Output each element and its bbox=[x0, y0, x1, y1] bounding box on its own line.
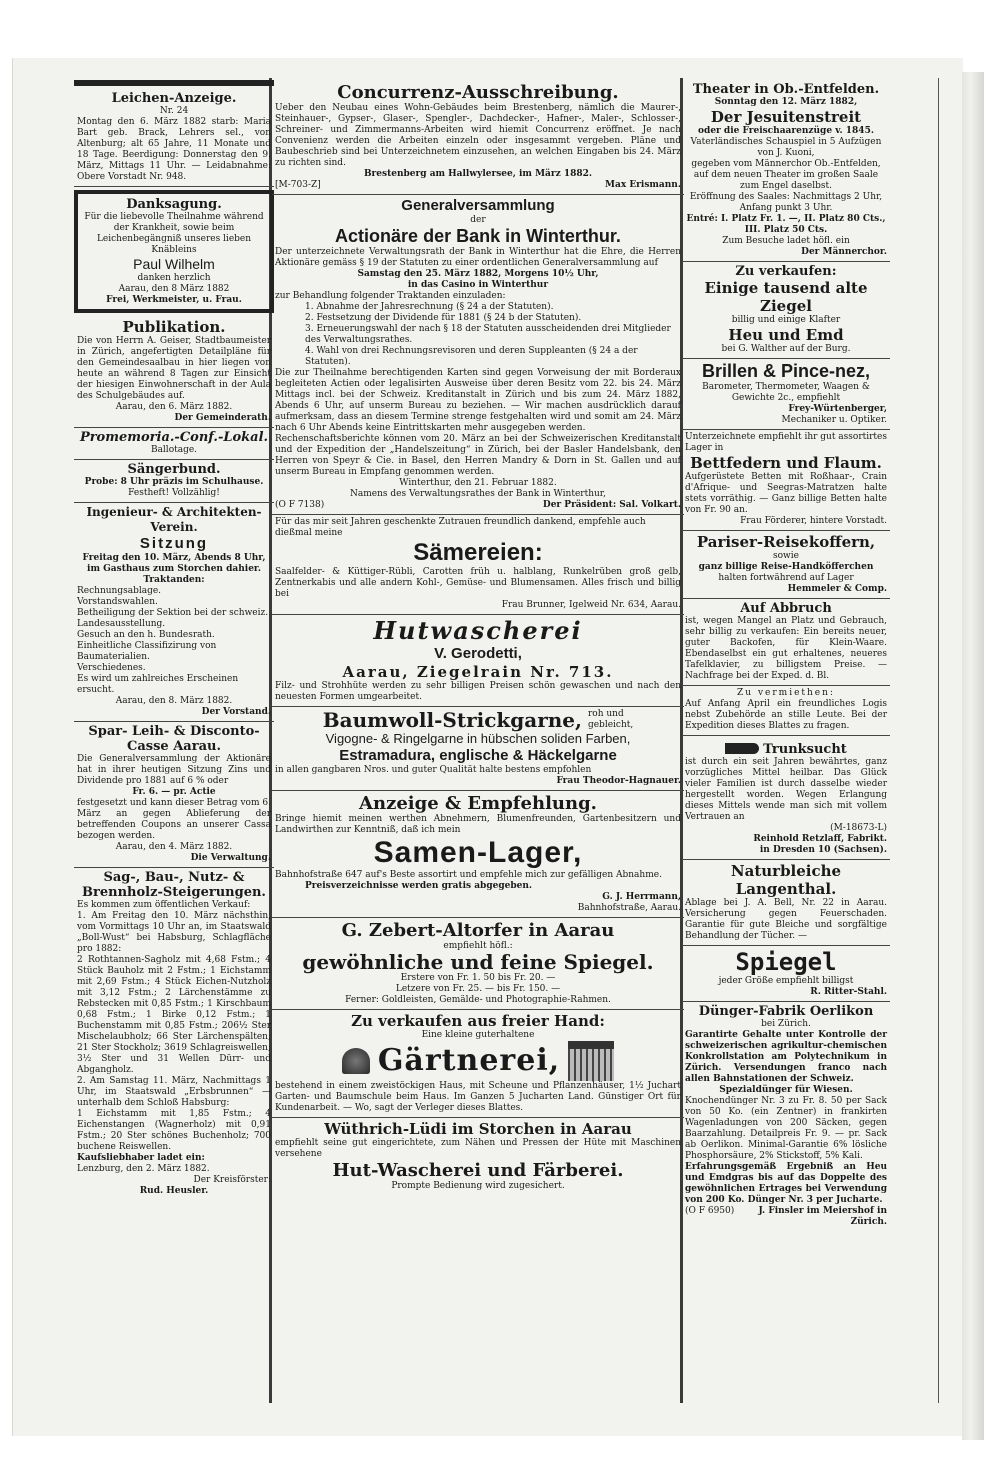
signature: Frei, Werkmeister, u. Frau. bbox=[106, 295, 242, 305]
title: Spar- Leih- & Disconto- bbox=[88, 724, 260, 739]
ad-brillen bbox=[682, 359, 890, 430]
title-line2: Actionäre der Bank in Winterthur. bbox=[335, 226, 621, 246]
heading: Spezialdünger für Wiesen. bbox=[719, 1085, 853, 1095]
place-date: Winterthur, den 21. Februar 1882. bbox=[399, 478, 557, 488]
ad-reisekoffern bbox=[682, 531, 890, 599]
ad-ziegel bbox=[682, 262, 890, 359]
paragraph: 2. Am Samstag 11. März, Nachmittags 1 Uhr, im Staatswald „Erbsbrunnen“ — unterhalb dem Schloß Habsburg: bbox=[77, 1076, 271, 1108]
ad-danksagung bbox=[74, 190, 274, 313]
amount: Fr. 6. — pr. Actie bbox=[132, 787, 216, 797]
paragraph: Kaufsliebhaber ladet ein: bbox=[77, 1153, 205, 1163]
date: Lenzburg, den 2. März 1882. bbox=[77, 1164, 210, 1174]
body: Barometer, Thermometer, Waagen & Gewichte 2c., empfiehlt bbox=[702, 382, 870, 403]
ad-gaertnerei bbox=[272, 1010, 684, 1118]
plant-icon bbox=[342, 1048, 370, 1074]
title: Dünger-Fabrik Oerlikon bbox=[698, 1004, 874, 1019]
intro: Es kommen zum öffentlichen Verkauf: bbox=[77, 900, 251, 910]
reference: (O F 7138) bbox=[275, 500, 325, 510]
ad-baumwoll-strickgarne bbox=[272, 707, 684, 791]
address: in Dresden 10 (Sachsen). bbox=[759, 845, 887, 855]
title: Danksagung. bbox=[126, 197, 222, 212]
ad-bettfedern bbox=[682, 430, 890, 531]
paragraph: zur Behandlung folgender Traktanden einzuladen: bbox=[275, 291, 506, 301]
ad-abbruch bbox=[682, 599, 890, 686]
body: in allen gangbaren Nros. und guter Qualität halte bestens empfohlen bbox=[275, 765, 592, 775]
body: ist, wegen Mangel an Platz und Gebrauch, sehr billig zu verkaufen: Ein bereits neuer, guter Backofen, für Klein-Waare. Ebendaselbst ein gut erhaltenes, neueres Tafelklavier, zu billigstem Preise. — Nachfrage bei der Exped. d. Bl. bbox=[685, 616, 887, 681]
title: Trunksucht bbox=[763, 742, 847, 757]
reference: (O F 6950) bbox=[685, 1206, 735, 1216]
pointing-hand-icon bbox=[725, 743, 759, 754]
title: Auf Abbruch bbox=[740, 601, 832, 616]
title: Promemoria.-Conf.-Lokal. bbox=[79, 430, 269, 445]
signature-role: Der Kreisförster: bbox=[193, 1175, 271, 1185]
ad-ingenieur-verein bbox=[74, 503, 274, 722]
subtitle: Eine kleine guterhaltene bbox=[421, 1030, 535, 1040]
title: Anzeige & Empfehlung. bbox=[359, 793, 597, 814]
signature: Der Männerchor. bbox=[801, 247, 887, 257]
title: Pariser-Reisekoffern, bbox=[696, 533, 876, 551]
ad-trunksucht bbox=[682, 736, 890, 860]
line2: Vigogne- & Ringelgarne in hübschen soliden Farben, bbox=[325, 731, 631, 746]
signature: Frau Theodor-Hagnauer. bbox=[556, 776, 681, 786]
signature: Der Präsident: Sal. Volkart. bbox=[542, 500, 681, 510]
namens: Namens des Verwaltungsrathes der Bank in Winterthur, bbox=[350, 489, 606, 499]
ad-saemereien bbox=[272, 515, 684, 615]
date: Aarau, den 8. März 1882. bbox=[115, 696, 233, 706]
title: Generalversammlung bbox=[401, 197, 555, 214]
paragraph: Entré: I. Platz Fr. 1. —, II. Platz 80 Cts., III. Platz 50 Cts. bbox=[686, 214, 886, 235]
paragraph: Vaterländisches Schauspiel in 5 Aufzügen von J. Kuoni, bbox=[690, 137, 882, 158]
signature: Der Gemeinderath. bbox=[174, 413, 271, 423]
big-title: Hut-Wascherei und Färberei. bbox=[332, 1160, 624, 1181]
body: Ueber den Neubau eines Wohn-Gebäudes beim Brestenberg, nämlich die Maurer-, Steinhauer-, Gypser-, Glaser-, Spengler-, Dachdecker-, Hafner-, Maler-, Schlosser-, Schreiner- und Zimmermanns-Arbeiten wird hiemit Concurrenz eröffnet. Je nach Convenienz werden die Arbeiten einzeln oder insgesammt vergeben. Pläne und Baubeschrieb sind bei Unterzeichnetem einzusehen, an welchen Eingaben bis 24. März zu richten sind. bbox=[275, 103, 681, 168]
title: Zu verkaufen aus freier Hand: bbox=[351, 1012, 605, 1030]
traktanden-list bbox=[275, 302, 681, 368]
signature: J. Finsler im Meiershof in Zürich. bbox=[758, 1206, 887, 1227]
top-bar bbox=[74, 80, 274, 86]
list-item: Vorstandswahlen. bbox=[77, 597, 158, 607]
title: Baumwoll-Strickgarne, bbox=[322, 707, 582, 732]
intro: Unterzeichnete empfiehlt ihr gut assortirtes Lager in bbox=[685, 432, 887, 453]
body: Auf Anfang April ein freundliches Logis nebst Zubehörde an stille Leute. Bei der Expedition dieses Blattes zu fragen. bbox=[685, 699, 887, 731]
side1: roh und bbox=[587, 709, 624, 719]
signature: R. Ritter-Stahl. bbox=[810, 987, 887, 997]
ad-theater bbox=[682, 80, 890, 262]
subtitle: Mechaniker u. Optiker. bbox=[781, 415, 887, 425]
paragraph: Erfahrungsgemäß Ergebniß an Heu und Emdgras bis auf das Doppelte des gewöhnlichen Ertrages bei Verwendung von 200 Ko. Dünger Nr. 3 per Jucharte. bbox=[685, 1162, 887, 1205]
line1: Probe: 8 Uhr präzis im Schulhause. bbox=[84, 477, 264, 487]
sowie: sowie bbox=[773, 551, 799, 561]
ad-hutwascherei bbox=[272, 615, 684, 707]
signature: Max Erismann. bbox=[605, 180, 681, 190]
big-title: Der Jesuitenstreit bbox=[710, 108, 862, 126]
line3: Ferner: Goldleisten, Gemälde- und Photographie-Rahmen. bbox=[345, 995, 611, 1005]
list-item: 4. Wahl von drei Rechnungsrevisoren und deren Suppleanten (§ 24 a der Statuten). bbox=[305, 346, 638, 367]
reference: [M-703-Z] bbox=[275, 180, 321, 190]
body: empfiehlt seine gut eingerichtete, zum Nähen und Pressen der Hüte mit Maschinen versehene bbox=[275, 1138, 681, 1159]
line3: Estramadura, englische & Häckelgarne bbox=[339, 747, 617, 764]
title: Concurrenz-Ausschreibung. bbox=[337, 82, 619, 103]
sitzung: Sitzung bbox=[139, 535, 209, 552]
title: Ingenieur- & Architekten-Verein. bbox=[86, 505, 262, 534]
signature: Hemmeler & Comp. bbox=[787, 584, 887, 594]
date: Aarau, den 4. März 1882. bbox=[115, 842, 233, 852]
body: jeder Größe empfiehlt billigst bbox=[718, 976, 854, 986]
title: Leichen-Anzeige. bbox=[111, 91, 237, 106]
place: in das Casino in Winterthur bbox=[407, 280, 549, 290]
subtitle: Prompte Bedienung wird zugesichert. bbox=[391, 1181, 565, 1191]
number: Nr. 24 bbox=[159, 106, 189, 116]
body: Montag den 6. März 1882 starb: Maria Bart geb. Brack, Lehrers sel., von Altenburg; alt 65 Jahre, 11 Monate und 18 Tage. Beerdigung: Donnerstag den 9. März, Mittags 11 Uhr. — Leidabnahme: Obere Vorstadt Nr. 948. bbox=[77, 117, 271, 182]
line2: Festheft! Vollzählig! bbox=[128, 488, 220, 498]
ad-promemoria bbox=[74, 428, 274, 460]
signature: Rud. Heusler. bbox=[139, 1186, 209, 1196]
ad-anzeige-empfehlung bbox=[272, 791, 684, 918]
greenhouse-icon bbox=[568, 1041, 614, 1081]
body: Die von Herrn A. Geiser, Stadtbaumeister in Zürich, angefertigten Detailpläne für den Gemeindesaalbau in hier liegen von heute an während 8 Tagen zur Einsicht der hiesigen Einwohnerschaft in der Aula des Schulgebäudes auf. bbox=[77, 336, 271, 401]
list-item: Gesuch an den h. Bundesrath. bbox=[77, 630, 215, 640]
subtitle: bei Zürich. bbox=[761, 1019, 811, 1029]
title: Naturbleiche Langenthal. bbox=[730, 862, 842, 898]
title: G. Zebert-Altorfer in Aarau bbox=[341, 920, 615, 941]
paragraph: 2 Rothtannen-Sagholz mit 4,68 Fstm.; 4 Stück Bauholz mit 2 Fstm.; 1 Eichstamm mit 2,69 Fstm.; 4 Stück Eichen-Nutzholz mit 3,12 Fstm.; 2 Lärchenstämme zu Rebstecken mit 0,85 Fstm.; 1 Kirschbaum 0,68 Fstm.; 1 Birke 0,12 Fstm.; 1 Buchenstamm mit 0,85 Fstm.; 206½ Ster Mischelaubholz; 66 Ster Lärchenspälten; 21 Ster Stockholz; 3619 Schlagreiswellen; 3½ Ster und 31 Wellen Dürr- und Abgangholz. bbox=[77, 955, 271, 1075]
subtitle: Ballotage. bbox=[150, 445, 198, 455]
paragraph: 1. Am Freitag den 10. März nächsthin, vom Vormittags 10 Uhr an, im Staatswald „Boll-Wust“ bei Habsburg, Schlagfläche pro 1882: bbox=[77, 911, 271, 954]
body: Filz- und Strohhüte werden zu sehr billigen Preisen schön gewaschen und nach den neuesten Formen umgearbeitet. bbox=[275, 681, 681, 702]
line2: bei G. Walther auf der Burg. bbox=[721, 344, 851, 354]
title: Hutwascherei bbox=[373, 616, 583, 645]
title: Publikation. bbox=[122, 318, 226, 336]
title: Zu vermiethen: bbox=[737, 688, 835, 698]
signature: Frau Förderer, hintere Vorstadt. bbox=[740, 516, 887, 526]
reference: (M-18673-L) bbox=[830, 823, 887, 833]
body: Saalfelder- & Küttiger-Rübli, Carotten früh u. halblang, Runkelrüben groß gelb, Zentnerkabis und alle andern Kohl-, Gemüse- und Blumensamen. Alles frisch und billig bei bbox=[275, 567, 681, 599]
when: Freitag den 10. März, Abends 8 Uhr, im Gasthaus zum Storchen dahier. bbox=[82, 553, 266, 574]
body: Ablage bei J. A. Bell, Nr. 22 in Aarau. Versicherung gegen Feuerschaden. Garantie für gute Bleiche und sorgfältige Behandlung der Tücher. — bbox=[685, 898, 887, 941]
list-item: 2. Festsetzung der Dividende für 1881 (§ 24 b der Statuten). bbox=[305, 313, 582, 323]
column-middle bbox=[272, 80, 684, 1195]
signature: Die Verwaltung. bbox=[190, 853, 271, 863]
ad-vermiethen bbox=[682, 686, 890, 736]
signature: Reinhold Retzlaff, Fabrikt. bbox=[753, 834, 887, 844]
date: Aarau, den 6. März 1882. bbox=[115, 402, 233, 412]
der: der bbox=[470, 215, 486, 225]
title-line2: Brennholz-Steigerungen. bbox=[82, 885, 266, 900]
list-item: Rechnungsablage. bbox=[77, 586, 162, 596]
body: halten fortwährend auf Lager bbox=[718, 573, 854, 583]
ad-naturbleiche bbox=[682, 860, 890, 946]
body2: festgesetzt und kann dieser Betrag vom 6. März an gegen Ablieferung der betreffenden Coupons an unserer Cassa bezogen werden. bbox=[77, 798, 271, 841]
traktanden-list bbox=[77, 586, 271, 674]
date: Samstag den 25. März 1882, Morgens 10½ Uhr, bbox=[357, 269, 599, 279]
paragraph: Garantirte Gehalte unter Kontrolle der schweizerischen agrikultur-chemischen Konkrollstation am Polytechnikum in Zürich. Versendungen franco nach allen Bahnstationen der Schweiz. bbox=[685, 1030, 887, 1084]
body2: Bahnhofstraße 647 auf's Beste assortirt und empfehle mich zur gefälligen Abnahme. bbox=[275, 870, 662, 880]
page-fold-shadow bbox=[962, 72, 984, 1440]
thanks: danken herzlich bbox=[137, 273, 211, 283]
body3: Preisverzeichnisse werden gratis abgegeben. bbox=[305, 881, 533, 891]
intro: Für das mir seit Jahren geschenkte Zutrauen freundlich dankend, empfehle auch dießmal meine bbox=[275, 517, 646, 538]
closing: Es wird um zahlreiches Erscheinen ersucht. bbox=[77, 674, 239, 695]
paragraph: gegeben vom Männerchor Ob.-Entfelden, auf dem neuen Theater im großen Saale zum Engel daselbst. bbox=[691, 159, 881, 191]
list-item: 1. Abnahme der Jahresrechnung (§ 24 a der Statuten). bbox=[305, 302, 554, 312]
ad-concurrenz bbox=[272, 80, 684, 195]
signature: Frey-Würtenberger, bbox=[788, 404, 887, 414]
paragraph: Rechenschaftsberichte können vom 20. März an bei der Schweizerischen Kreditanstalt und der Expedition der „Handelszeitung“ in Zürich, bei der Basler Handelsbank, den Herren von Speyr & Cie. in Basel, den Herren Mandry & Dorn in St. Gallen und auf unserm Bureau in Empfang genommen werden. bbox=[275, 434, 681, 477]
paragraph: 1 Eichstamm mit 1,85 Fstm.; 4 Eichenstangen (Wagnerholz) mit 0,91 Fstm.; 20 Ster schönes Buchenholz; 700 buchene Reiswellen. bbox=[77, 1109, 271, 1152]
body: Für die liebevolle Theilnahme während der Krankheit, sowie beim Leichenbegängniß unseres lieben Knäbleins bbox=[84, 212, 264, 255]
ad-publikation bbox=[74, 316, 274, 428]
body: Bringe hiemit meinen werthen Abnehmern, Blumenfreunden, Gartenbesitzern und Landwirthen zur Kenntniß, daß ich mein bbox=[275, 814, 681, 835]
page-border-right bbox=[938, 78, 939, 1403]
column-left bbox=[74, 80, 274, 1200]
line1: billig und einige Klafter bbox=[731, 315, 841, 325]
title: Zu verkaufen: bbox=[735, 264, 837, 279]
ad-zebert-altorfer bbox=[272, 918, 684, 1010]
line1: Erstere von Fr. 1. 50 bis Fr. 20. — bbox=[400, 973, 556, 983]
big-title: Samen-Lager, bbox=[373, 836, 583, 869]
list-item: Betheiligung der Sektion bei der schweiz. Landesausstellung. bbox=[77, 608, 269, 629]
big-title: gewöhnliche und feine Spiegel. bbox=[302, 950, 654, 974]
list-item: Verschiedenes. bbox=[77, 663, 146, 673]
ad-wuethrich-luedi bbox=[272, 1118, 684, 1195]
paragraph: Knochendünger Nr. 3 zu Fr. 8. 50 per Sack von 50 Ko. (ein Zentner) in frankirten Wagenladungen von 200 Säcken, gegen Baarzahlung. Detailpreis Fr. 9. — pr. Sack ab Oerlikon. Minimal-Garantie 6% lösliche Phosphorsäure, 2% Stickstoff, 5% Kali. bbox=[685, 1096, 887, 1161]
ad-generalversammlung bbox=[272, 195, 684, 515]
ad-spiegel bbox=[682, 946, 890, 1002]
title: Sag-, Bau-, Nutz- & bbox=[103, 870, 245, 885]
big-title: Bettfedern und Flaum. bbox=[690, 454, 882, 472]
ad-leichen-anzeige bbox=[74, 89, 274, 187]
name: V. Gerodetti, bbox=[434, 645, 522, 662]
address: Aarau, Ziegelrain Nr. 713. bbox=[342, 663, 614, 681]
title: Spiegel bbox=[735, 948, 837, 976]
date: Sonntag den 12. März 1882, bbox=[714, 97, 858, 107]
big-title-2: Heu und Emd bbox=[728, 326, 844, 344]
subtitle: empfiehlt höfl.: bbox=[443, 941, 513, 951]
title: Wüthrich-Lüdi im Storchen in Aarau bbox=[324, 1120, 632, 1138]
subtitle: ganz billige Reise-Handköfferchen bbox=[698, 562, 874, 572]
paragraph: Eröffnung des Saales: Nachmittags 2 Uhr, Anfang punkt 3 Uhr. bbox=[689, 192, 883, 213]
date: Aarau, den 8 März 1882 bbox=[118, 284, 230, 294]
ad-spar-leih-casse bbox=[74, 722, 274, 868]
line2: Letzere von Fr. 25. — bis Fr. 150. — bbox=[395, 984, 561, 994]
big-title: Gärtnerei, bbox=[377, 1043, 561, 1078]
side2: gebleicht, bbox=[587, 720, 634, 730]
body: ist durch ein seit Jahren bewährtes, ganz vorzügliches Mittel heilbar. Das Glück vieler Familien ist durch dasselbe wieder hergestellt worden. Wegen Erlangung dieses Mittels wende man sich mit vollem Vertrauen an bbox=[685, 757, 887, 822]
list-item: 3. Erneuerungswahl der nach § 18 der Statuten ausscheidenden drei Mitglieder des Verwaltungsrathes. bbox=[305, 324, 671, 345]
signature: G. J. Herrmann, bbox=[602, 892, 681, 902]
title: Sängerbund. bbox=[127, 462, 221, 477]
title-line2: Casse Aarau. bbox=[127, 739, 221, 754]
subtitle: oder die Freischaarenzüge v. 1845. bbox=[698, 126, 874, 136]
ad-holz-steigerungen bbox=[74, 868, 274, 1200]
signature: Der Vorstand. bbox=[201, 707, 271, 717]
place: Brestenberg am Hallwylersee, im März 1882. bbox=[363, 169, 593, 179]
paragraph: Die zur Theilnahme berechtigenden Karten sind gegen Vorweisung der mit Borderaux begleiteten Actien oder legalisirten Ausweise über deren Besitz vom 22. bis 24. März Mittags incl. bei der Schweiz. Kreditanstalt in Zürich und bis zum 24. März 1882, Abends 6 Uhr, auf unserm Bureau zu beziehen. — Wir machen ausdrücklich darauf aufmerksam, dass an diesem Termine strenge festgehalten wird und somit am 24. März nach 6 Uhr Abends keine Eintrittskarten mehr ausgegeben werden. bbox=[275, 368, 681, 433]
name: Paul Wilhelm bbox=[133, 256, 215, 272]
traktanden-heading: Traktanden: bbox=[143, 575, 205, 585]
ad-saengerbund bbox=[74, 460, 274, 503]
body: Aufgerüstete Betten mit Roßhaar-, Crain d'Afrique- und Seegras-Matratzen halte stets vorräthig. — Ganz billige Betten halte von Fr. 90 an. bbox=[685, 472, 887, 515]
list-item: Einheitliche Classifizirung von Baumaterialien. bbox=[77, 641, 217, 662]
address: Bahnhofstraße, Aarau. bbox=[577, 903, 681, 913]
paragraph: Der unterzeichnete Verwaltungsrath der Bank in Winterthur hat die Ehre, die Herren Aktionäre gemäss § 19 der Statuten zu einer ordentlichen Generalversammlung auf bbox=[275, 247, 681, 268]
title: Sämereien: bbox=[413, 539, 543, 566]
signature: Frau Brunner, Igelweid Nr. 634, Aarau. bbox=[501, 600, 681, 610]
body: Die Generalversammlung der Aktionäre hat in ihrer heutigen Sitzung Zins und Dividende pro 1881 auf 6 % oder bbox=[77, 754, 271, 786]
big-title: Einige tausend alte Ziegel bbox=[704, 279, 868, 315]
column-right bbox=[682, 80, 890, 1231]
title: Theater in Ob.-Entfelden. bbox=[692, 82, 880, 97]
paragraph: Zum Besuche ladet höfl. ein bbox=[722, 236, 850, 246]
ad-duenger-fabrik bbox=[682, 1002, 890, 1231]
body: bestehend in einem zweistöckigen Haus, mit Scheune und Pflanzenhäuser, 1½ Juchart Garten- und Baumschule beim Haus. Im Ganzen 5 Jucharten Land. Günstiger Ort für Kundenarbeit. — Wo, sagt der Verleger dieses Blattes. bbox=[275, 1081, 681, 1113]
title: Brillen & Pince-nez, bbox=[701, 361, 871, 381]
